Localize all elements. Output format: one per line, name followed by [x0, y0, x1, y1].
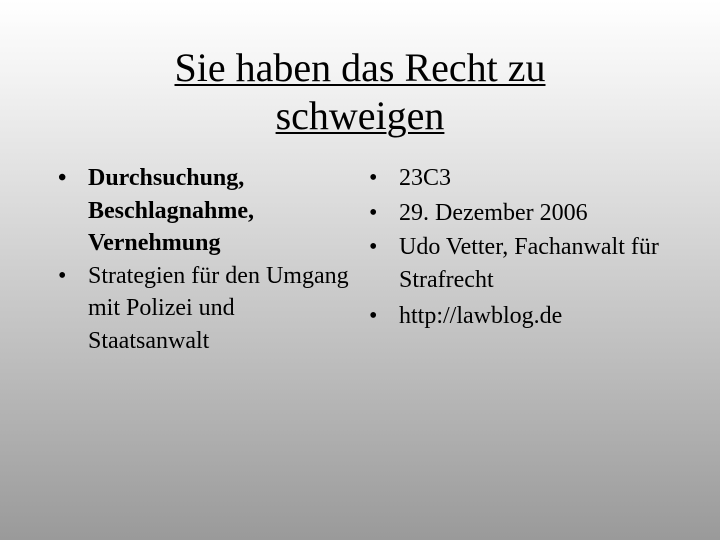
bullet-icon: •: [58, 262, 67, 289]
list-item-text: Durchsuchung, Beschlagnahme, Vernehmung: [88, 165, 255, 256]
bullet-icon: •: [369, 234, 378, 260]
list-item-speaker: [369, 231, 669, 296]
list-item-text: http://lawblog.de: [399, 303, 563, 329]
list-item-text: 29. Dezember 2006: [399, 199, 588, 226]
title-line-2: schweigen: [275, 93, 445, 138]
bullet-icon: •: [58, 165, 67, 191]
slide-title: [60, 44, 660, 140]
bullet-icon: •: [369, 199, 378, 226]
bullet-icon: •: [369, 303, 378, 329]
list-item-text: Strategien für den Umgang mit Polizei und Staatsanwalt: [88, 262, 349, 354]
title-line-1: Sie haben das Recht zu: [174, 45, 546, 90]
right-bullet-list: [369, 162, 669, 335]
list-item-date: [369, 197, 669, 230]
left-bullet-list: [58, 162, 358, 357]
list-item-strategien: [58, 260, 358, 358]
list-item-text: 23C3: [399, 165, 452, 191]
list-item-website: [369, 300, 669, 333]
list-item-durchsuchung: [58, 162, 358, 260]
list-item-text: Udo Vetter, Fachanwalt für Strafrecht: [399, 234, 659, 293]
bullet-icon: •: [369, 165, 378, 191]
list-item-event: [369, 162, 669, 195]
